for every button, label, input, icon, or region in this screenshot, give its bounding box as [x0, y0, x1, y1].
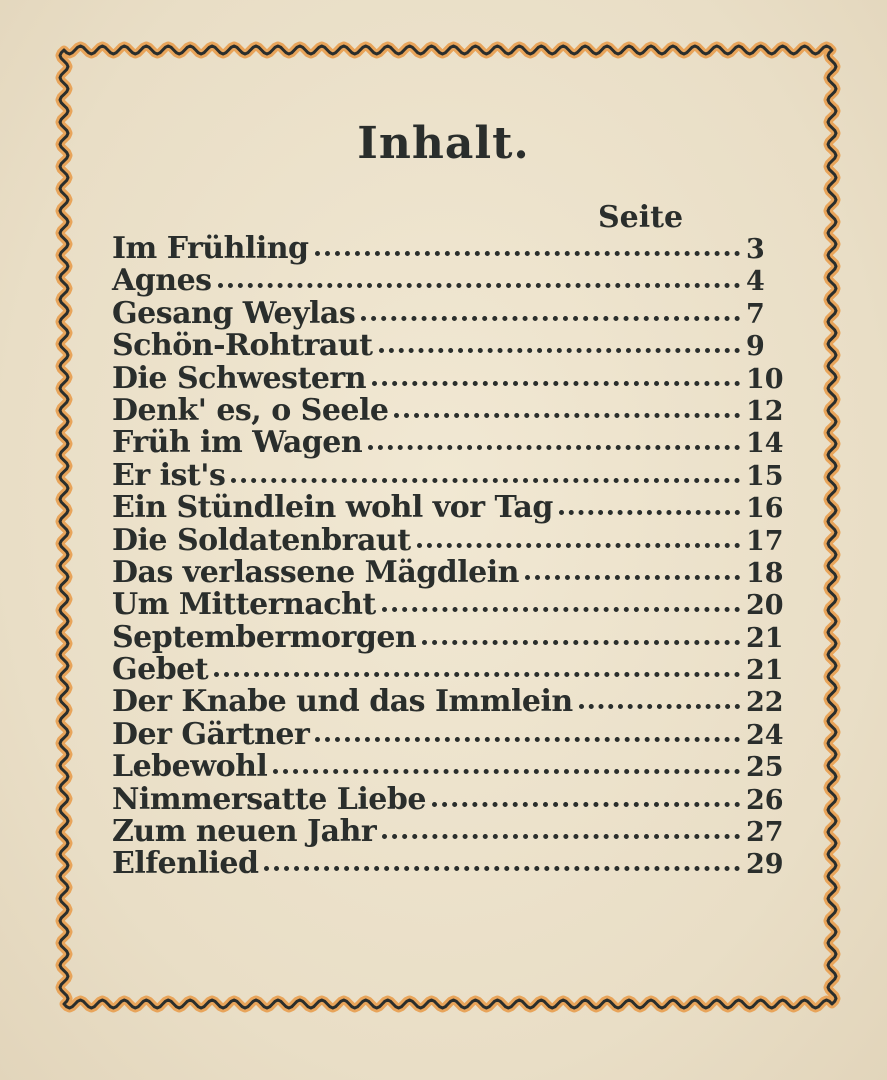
toc-entry-page: 7 [746, 298, 765, 330]
toc-dot-leader [394, 403, 740, 418]
toc-entry [112, 781, 792, 817]
toc-entry-title: Das verlassene Mägdlein [112, 554, 519, 590]
toc-entry [112, 654, 792, 686]
table-of-contents [112, 233, 792, 881]
toc-dot-leader [579, 694, 740, 709]
toc-dot-leader [273, 759, 740, 774]
toc-entry-title: Er ist's [112, 457, 226, 493]
toc-entry-title: Agnes [112, 263, 212, 299]
toc-entry [112, 751, 792, 783]
toc-entry-page: 9 [746, 331, 765, 363]
toc-entry-page: 15 [746, 460, 784, 492]
toc-entry [112, 295, 792, 331]
toc-entry-page: 18 [746, 557, 784, 589]
toc-entry-title: Elfenlied [112, 846, 259, 882]
toc-entry [112, 265, 792, 297]
toc-entry-title: Ein Stündlein wohl vor Tag [112, 490, 553, 526]
toc-entry [112, 233, 792, 265]
toc-entry-title: Septembermorgen [112, 619, 417, 655]
toc-dot-leader [525, 565, 740, 580]
toc-entry-title: Zum neuen Jahr [112, 814, 377, 850]
toc-entry [112, 816, 792, 848]
toc-dot-leader [214, 662, 740, 677]
toc-dot-leader [422, 630, 740, 645]
toc-entry [112, 554, 792, 590]
toc-entry-page: 27 [746, 817, 784, 849]
toc-entry-page: 3 [746, 234, 765, 265]
toc-entry-page: 22 [746, 687, 784, 719]
toc-entry-page: 17 [746, 525, 784, 557]
toc-dot-leader [382, 597, 740, 612]
toc-entry [112, 392, 792, 428]
toc-entry-page: 21 [746, 622, 784, 654]
toc-entry [112, 716, 792, 752]
toc-dot-leader [231, 468, 740, 483]
page-title: Inhalt. [357, 118, 530, 169]
toc-entry-page: 14 [746, 428, 784, 460]
toc-dot-leader [372, 371, 740, 386]
toc-entry-page: 26 [746, 784, 784, 816]
toc-entry [112, 427, 792, 459]
toc-entry-title: Gesang Weylas [112, 295, 356, 331]
toc-dot-leader [315, 727, 740, 742]
toc-entry [112, 360, 792, 396]
toc-entry [112, 619, 792, 655]
toc-entry [112, 848, 792, 880]
toc-entry-page: 29 [746, 849, 784, 881]
toc-entry-title: Nimmersatte Liebe [112, 781, 426, 817]
toc-entry-page: 25 [746, 752, 784, 784]
toc-entry-title: Im Frühling [112, 231, 309, 266]
toc-dot-leader [264, 856, 740, 871]
toc-entry-page: 21 [746, 655, 784, 687]
toc-entry-page: 4 [746, 266, 765, 298]
toc-entry-title: Gebet [112, 652, 209, 688]
toc-entry-page: 10 [746, 363, 784, 395]
toc-dot-leader [218, 273, 740, 288]
toc-entry [112, 686, 792, 718]
toc-entry-title: Der Knabe und das Immlein [112, 684, 573, 720]
toc-entry-title: Um Mitternacht [112, 587, 376, 623]
toc-entry [112, 522, 792, 558]
toc-entry-title: Denk' es, o Seele [112, 392, 389, 428]
toc-entry [112, 589, 792, 621]
toc-entry-page: 12 [746, 395, 784, 427]
toc-dot-leader [368, 435, 740, 450]
toc-entry [112, 330, 792, 362]
toc-dot-leader [417, 533, 740, 548]
toc-dot-leader [379, 338, 740, 353]
toc-entry-title: Die Schwestern [112, 360, 367, 396]
page-column-label: Seite [598, 200, 684, 235]
toc-entry [112, 457, 792, 493]
toc-entry-title: Der Gärtner [112, 716, 310, 752]
toc-entry-page: 16 [746, 493, 784, 525]
toc-dot-leader [559, 500, 740, 515]
toc-entry-title: Früh im Wagen [112, 425, 363, 461]
toc-entry [112, 492, 792, 524]
toc-dot-leader [432, 792, 740, 807]
toc-dot-leader [361, 306, 740, 321]
toc-dot-leader [382, 824, 740, 839]
toc-entry-page: 24 [746, 719, 784, 751]
toc-entry-title: Die Soldatenbraut [112, 522, 411, 558]
toc-entry-title: Schön-Rohtraut [112, 328, 373, 364]
toc-dot-leader [315, 241, 740, 256]
toc-entry-page: 20 [746, 590, 784, 622]
toc-entry-title: Lebewohl [112, 749, 268, 785]
